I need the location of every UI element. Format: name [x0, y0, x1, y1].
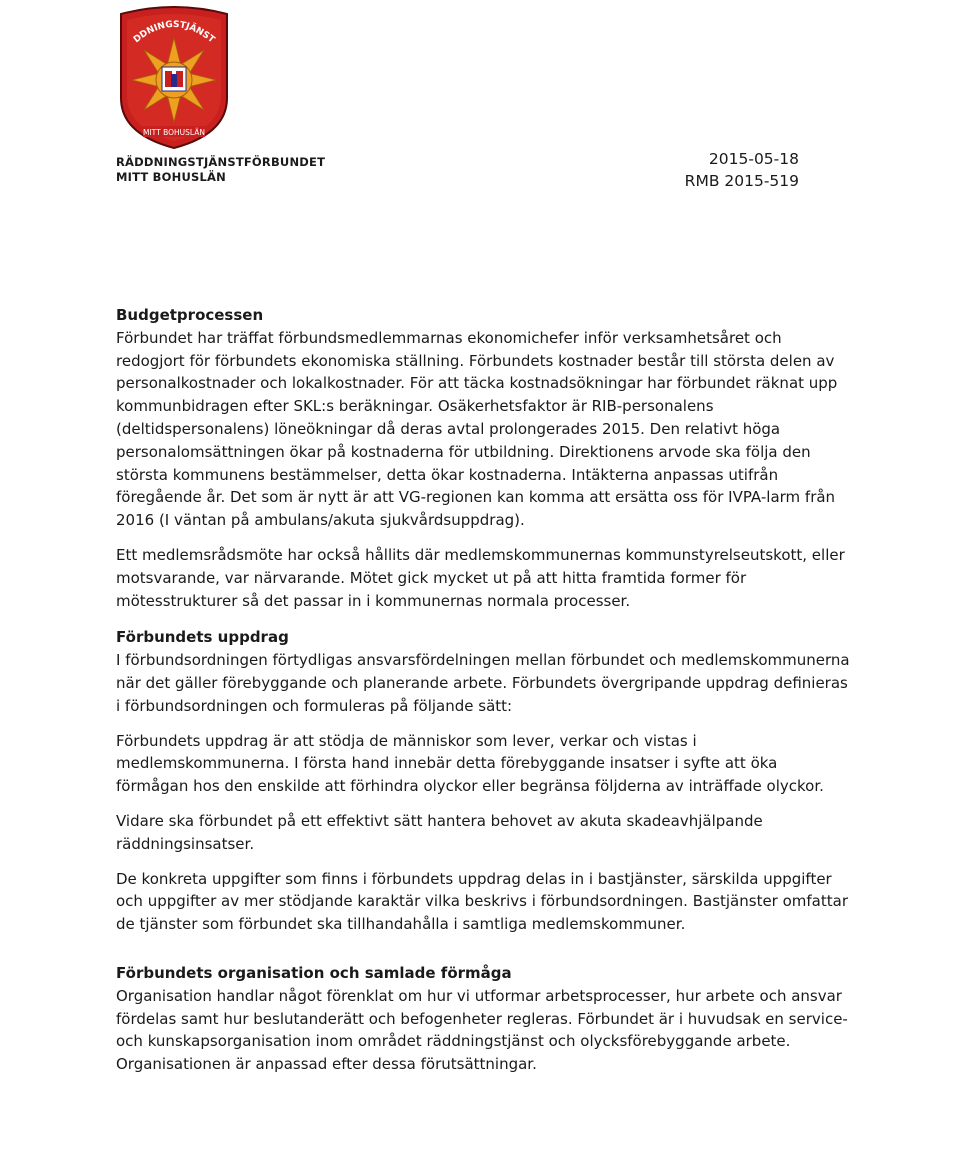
logo-bottom-text: MITT BOHUSLÄN: [143, 128, 205, 137]
paragraph: Vidare ska förbundet på ett effektivt sätt hantera behovet av akuta skadeavhjälpande räddningsinsatser.: [116, 811, 763, 853]
organization-name: [116, 155, 325, 185]
section-heading-uppdrag: Förbundets uppdrag: [116, 628, 289, 647]
organization-name-line1: RÄDDNINGSTJÄNSTFÖRBUNDET: [116, 155, 326, 169]
paragraph: Förbundets uppdrag är att stödja de människor som lever, verkar och vistas i medlemskommunerna. I första hand innebär detta förebyggande insatser i syfte att öka förmågan hos den enskilde att förhindra olyckor eller begränsa följderna av inträffade olyckor.: [116, 731, 824, 796]
organization-name-line2: MITT BOHUSLÄN: [116, 170, 226, 184]
logo-top-text: DDNINGSTJÄNST: [131, 19, 217, 46]
paragraph: Ett medlemsrådsmöte har också hållits där medlemskommunernas kommunstyrelseutskott, eller motsvarande, var närvarande. Mötet gick mycket ut på att hitta framtida former för mötesstrukturer så det passar in i kommunernas normala processer.: [116, 545, 845, 610]
section-heading-budget: Budgetprocessen: [116, 306, 264, 324]
document-date: 2015-05-18: [708, 150, 799, 168]
document-body: [116, 304, 851, 1076]
document-reference: RMB 2015-519: [684, 172, 799, 190]
document-meta: [685, 148, 799, 192]
paragraph: I förbundsordningen förtydligas ansvarsfördelningen mellan förbundet och medlemskommunerna när det gäller förebyggande och planerande arbete. Förbundets övergripande uppdrag definieras i förbundsordningen och formuleras på följande sätt:: [116, 651, 850, 715]
paragraph: De konkreta uppgifter som finns i förbundets uppdrag delas in i bastjänster, särskilda uppgifter och uppgifter av mer stödjande karaktär vilka beskrivs i förbundsordningen. Bastjänster omfattar de tjänster som förbundet ska tillhandahålla i samtliga medlemskommuner.: [116, 869, 848, 934]
paragraph: Förbundet har träffat förbundsmedlemmarnas ekonomichefer inför verksamhetsåret och redogjort för förbundets ekonomiska ställning. Förbundets kostnader består till största delen av personalkostnader och lokalkostnader. För att täcka kostnadsökningar har förbundet räknat upp kommunbidragen efter SKL:s beräkningar. Osäkerhetsfaktor är RIB-personalens (deltidspersonalens) löneökningar då deras avtal prolongerades 2015. Den relativt höga personalomsättningen ökar på kostnaderna för utbildning. Direktionens arvode ska följa den största kommunens bestämmelser, detta ökar kostnaderna. Intäkterna anpassas utifrån föregående år. Det som är nytt är att VG-regionen kan komma att ersätta oss för IVPA-larm från 2016 (I väntan på ambulans/akuta sjukvårdsuppdrag).: [116, 328, 838, 530]
section-heading-organisation: Förbundets organisation och samlade förmåga: [116, 963, 512, 982]
organization-logo: [113, 6, 235, 152]
paragraph: Organisation handlar något förenklat om hur vi utformar arbetsprocesser, hur arbete och ansvar fördelas samt hur beslutanderätt och befogenheter regleras. Förbundet är i huvudsak en service- och kunskapsorganisation inom området räddningstjänst och olycksförebyggande arbete. Organisationen är anpassad efter dessa förutsättningar.: [116, 986, 848, 1074]
